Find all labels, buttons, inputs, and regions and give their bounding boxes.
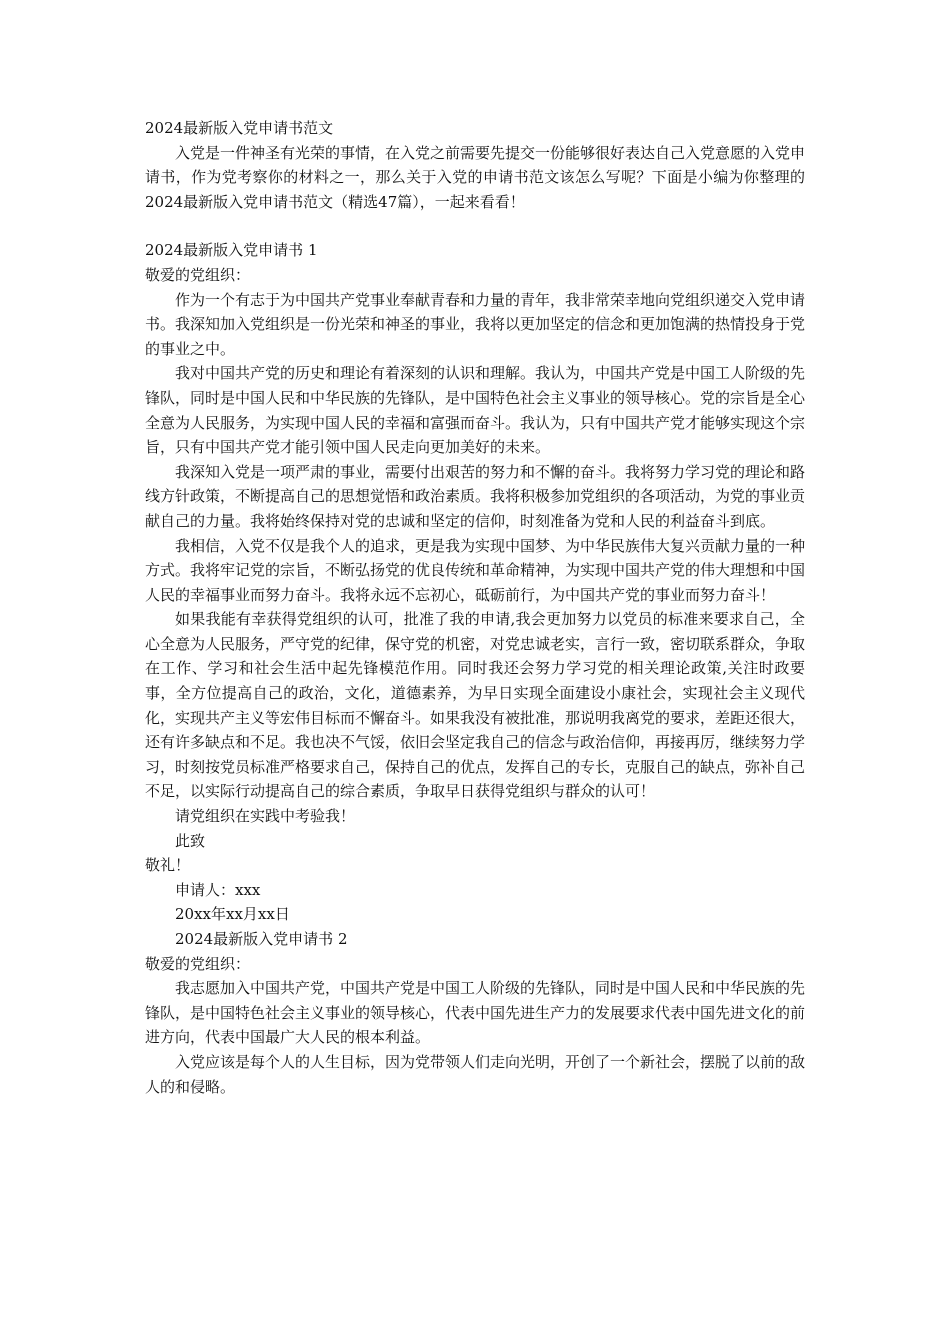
blank-line [145, 214, 805, 238]
letter1-closing-jingli: 敬礼！ [145, 856, 191, 875]
letter2-paragraph-2: 入党应该是每个人的人生目标，因为党带领人们走向光明，开创了一个新社会，摆脱了以前的敌人的和侵略。 [145, 1052, 806, 1096]
letter1-salutation: 敬爱的党组织： [145, 265, 251, 284]
letter1-paragraph-3: 我深知入党是一项严肃的事业，需要付出艰苦的努力和不懈的奋斗。我将努力学习党的理论和路线方针政策，不断提高自己的思想觉悟和政治素质。我将积极参加党组织的各项活动，为党的事业贡献自己的力量。我将始终保持对党的忠诚和坚定的信仰，时刻准备为党和人民的利益奋斗到底。 [145, 462, 806, 530]
letter1-applicant: 申请人：xxx [175, 880, 261, 899]
document-title: 2024最新版入党申请书范文 [145, 119, 334, 137]
letter1-date: 20xx年xx月xx日 [175, 905, 290, 924]
letter1-paragraph-1: 作为一个有志于为中国共产党事业奉献青春和力量的青年，我非常荣幸地向党组织递交入党申请书。我深知加入党组织是一份光荣和神圣的事业，我将以更加坚定的信念和更加饱满的热情投身于党的事业之中。 [145, 290, 806, 358]
letter1-paragraph-6: 请党组织在实践中考验我！ [175, 807, 356, 826]
letter1-heading: 2024最新版入党申请书 1 [145, 241, 318, 260]
intro-paragraph: 入党是一件神圣有光荣的事情，在入党之前需要先提交一份能够很好表达自己入党意愿的入党申请书，作为党考察你的材料之一，那么关于入党的申请书范文该怎么写呢？下面是小编为你整理的2024最新版入党申请书范文（精选47篇），一起来看看！ [145, 143, 806, 211]
letter1-closing-cizhi: 此致 [175, 831, 206, 850]
letter2-paragraph-1: 我志愿加入中国共产党，中国共产党是中国工人阶级的先锋队，同时是中国人民和中华民族的先锋队，是中国特色社会主义事业的领导核心，代表中国先进生产力的发展要求代表中国先进文化的前进方向，代表中国最广大人民的根本利益。 [145, 979, 806, 1047]
letter2-salutation: 敬爱的党组织： [145, 954, 251, 973]
letter1-paragraph-2: 我对中国共产党的历史和理论有着深刻的认识和理解。我认为，中国共产党是中国工人阶级的先锋队，同时是中国人民和中华民族的先锋队，是中国特色社会主义事业的领导核心。党的宗旨是全心全意为人民服务，为实现中国人民的幸福和富强而奋斗。我认为，只有中国共产党才能够实现这个宗旨，只有中国共产党才能引领中国人民走向更加美好的未来。 [145, 364, 806, 457]
letter2-heading: 2024最新版入党申请书 2 [175, 930, 348, 948]
letter1-paragraph-4: 我相信，入党不仅是我个人的追求，更是我为实现中国梦、为中华民族伟大复兴贡献力量的一种方式。我将牢记党的宗旨，不断弘扬党的优良传统和革命精神，为实现中国共产党的伟大理想和中国人民的幸福事业而努力奋斗。我将永远不忘初心，砥砺前行，为中国共产党的事业而努力奋斗！ [145, 536, 806, 604]
letter1-paragraph-5: 如果我能有幸获得党组织的认可，批准了我的申请,我会更加努力以党员的标准来要求自己，全心全意为人民服务，严守党的纪律，保守党的机密，对党忠诚老实，言行一致，密切联系群众，争取在工作、学习和社会生活中起先锋模范作用。同时我还会努力学习党的相关理论政策,关注时政要事，全方位提高自己的政治，文化，道德素养，为早日实现全面建设小康社会，实现社会主义现代化，实现共产主义等宏伟目标而不懈奋斗。如果我没有被批准，那说明我离党的要求，差距还很大，还有许多缺点和不足。我也决不气馁，依旧会坚定我自己的信念与政治信仰，再接再厉，继续努力学习，时刻按党员标准严格要求自己，保持自己的优点，发挥自己的专长，克服自己的缺点，弥补自己不足，以实际行动提高自己的综合素质，争取早日获得党组织与群众的认可！ [145, 610, 806, 801]
document-page [145, 116, 805, 1099]
